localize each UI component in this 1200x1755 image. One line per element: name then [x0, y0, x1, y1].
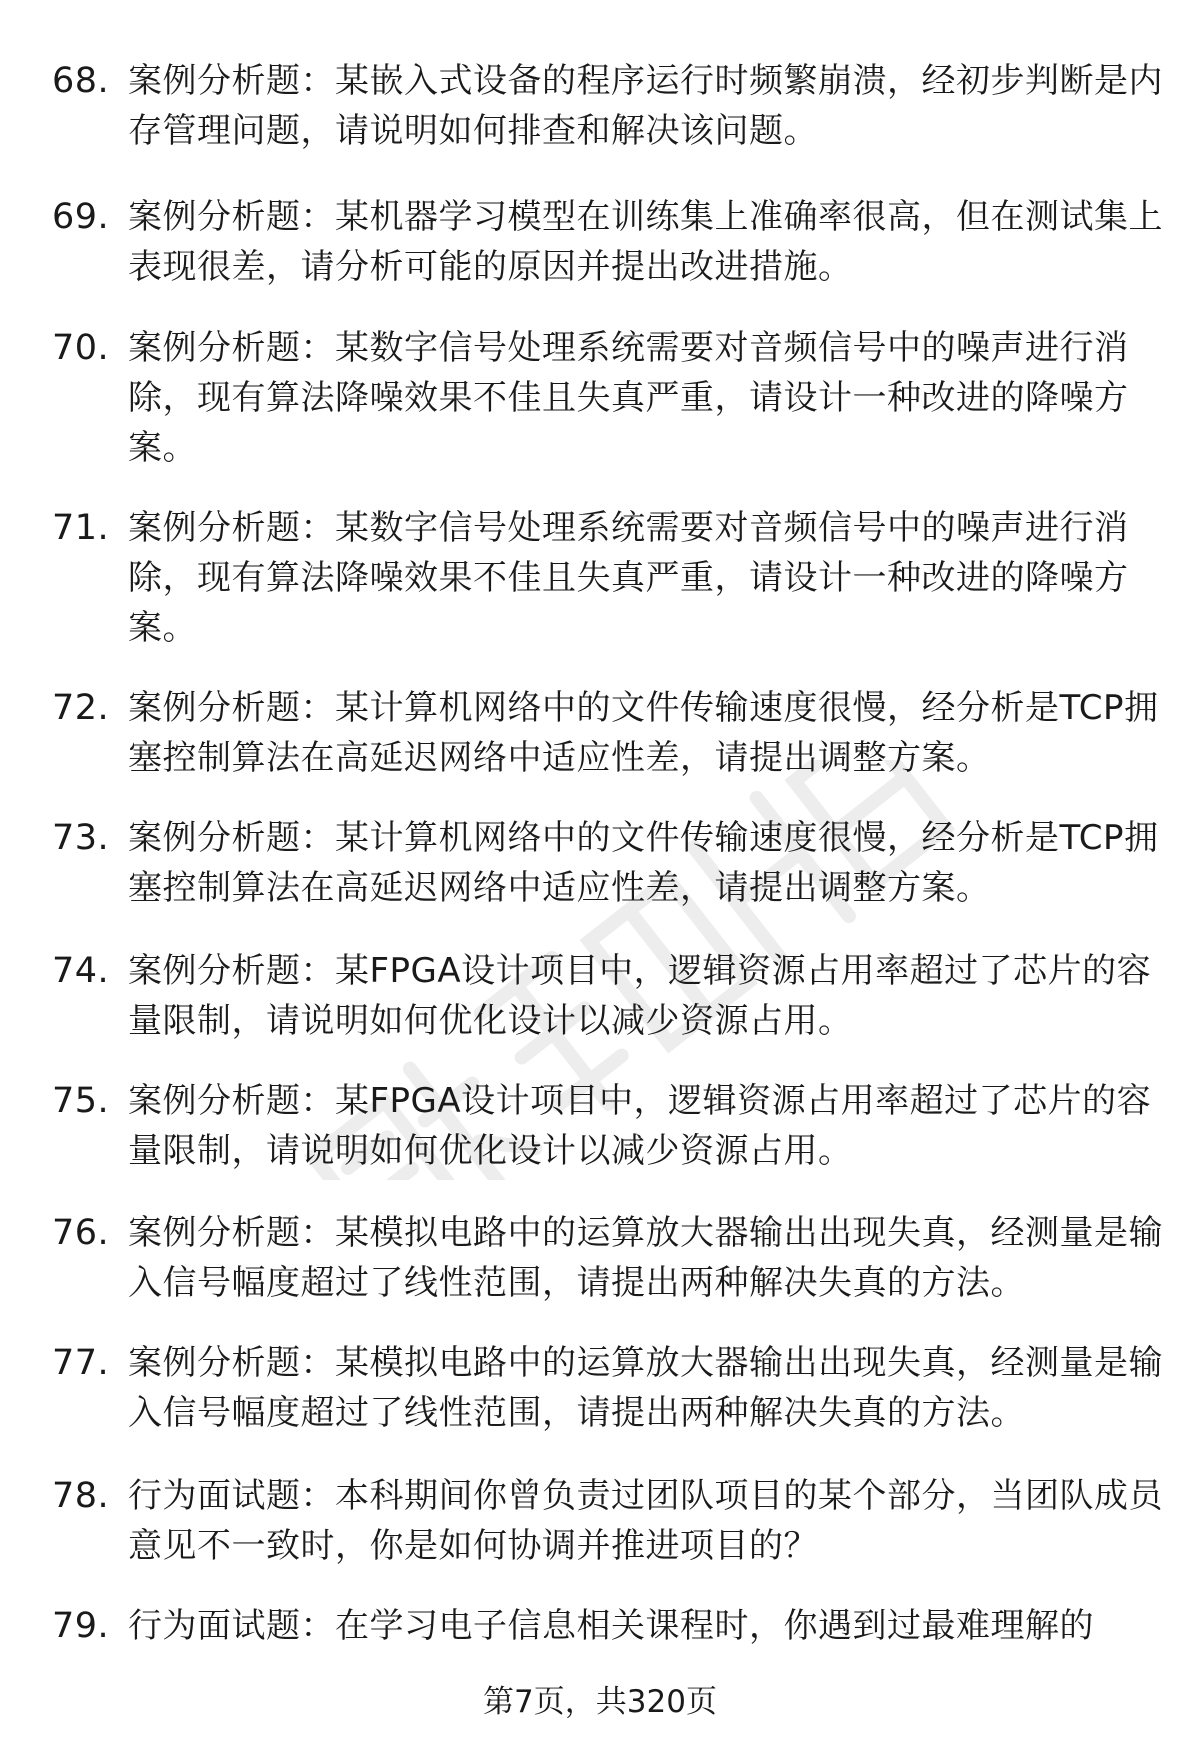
question-number: 70.	[52, 328, 110, 368]
question-text: 行为面试题：本科期间你曾负责过团队项目的某个部分，当团队成员意见不一致时，你是如何协调并推进项目的？	[128, 1476, 1163, 1566]
page-footer: 第7页，共320页	[483, 1684, 717, 1720]
question-number: 79.	[52, 1606, 110, 1646]
question-text: 案例分析题：某FPGA设计项目中，逻辑资源占用率超过了芯片的容量限制，请说明如何优化设计以减少资源占用。	[128, 951, 1152, 1041]
question-number: 75.	[52, 1081, 110, 1121]
question-text: 案例分析题：某计算机网络中的文件传输速度很慢，经分析是TCP拥塞控制算法在高延迟网络中适应性差，请提出调整方案。	[128, 818, 1159, 908]
question-text: 案例分析题：某FPGA设计项目中，逻辑资源占用率超过了芯片的容量限制，请说明如何优化设计以减少资源占用。	[128, 1081, 1152, 1171]
question-text: 案例分析题：某嵌入式设备的程序运行时频繁崩溃，经初步判断是内存管理问题，请说明如何排查和解决该问题。	[128, 61, 1163, 151]
question-number: 76.	[52, 1213, 110, 1253]
question-number: 73.	[52, 818, 110, 858]
question-number: 78.	[52, 1476, 110, 1516]
question-number: 72.	[52, 688, 110, 728]
question-text: 案例分析题：某模拟电路中的运算放大器输出出现失真，经测量是输入信号幅度超过了线性范围，请提出两种解决失真的方法。	[128, 1343, 1163, 1433]
question-text: 案例分析题：某数字信号处理系统需要对音频信号中的噪声进行消除，现有算法降噪效果不佳且失真严重，请设计一种改进的降噪方案。	[128, 508, 1129, 648]
question-number: 74.	[52, 951, 110, 991]
question-text: 行为面试题：在学习电子信息相关课程时，你遇到过最难理解的	[128, 1606, 1094, 1646]
question-number: 77.	[52, 1343, 110, 1383]
question-number: 68.	[52, 61, 110, 101]
question-text: 案例分析题：某数字信号处理系统需要对音频信号中的噪声进行消除，现有算法降噪效果不佳且失真严重，请设计一种改进的降噪方案。	[128, 328, 1129, 468]
question-number: 71.	[52, 508, 110, 548]
question-text: 案例分析题：某计算机网络中的文件传输速度很慢，经分析是TCP拥塞控制算法在高延迟网络中适应性差，请提出调整方案。	[128, 688, 1159, 778]
question-text: 案例分析题：某机器学习模型在训练集上准确率很高，但在测试集上表现很差，请分析可能的原因并提出改进措施。	[128, 197, 1163, 287]
question-text: 案例分析题：某模拟电路中的运算放大器输出出现失真，经测量是输入信号幅度超过了线性范围，请提出两种解决失真的方法。	[128, 1213, 1163, 1303]
question-number: 69.	[52, 197, 110, 237]
